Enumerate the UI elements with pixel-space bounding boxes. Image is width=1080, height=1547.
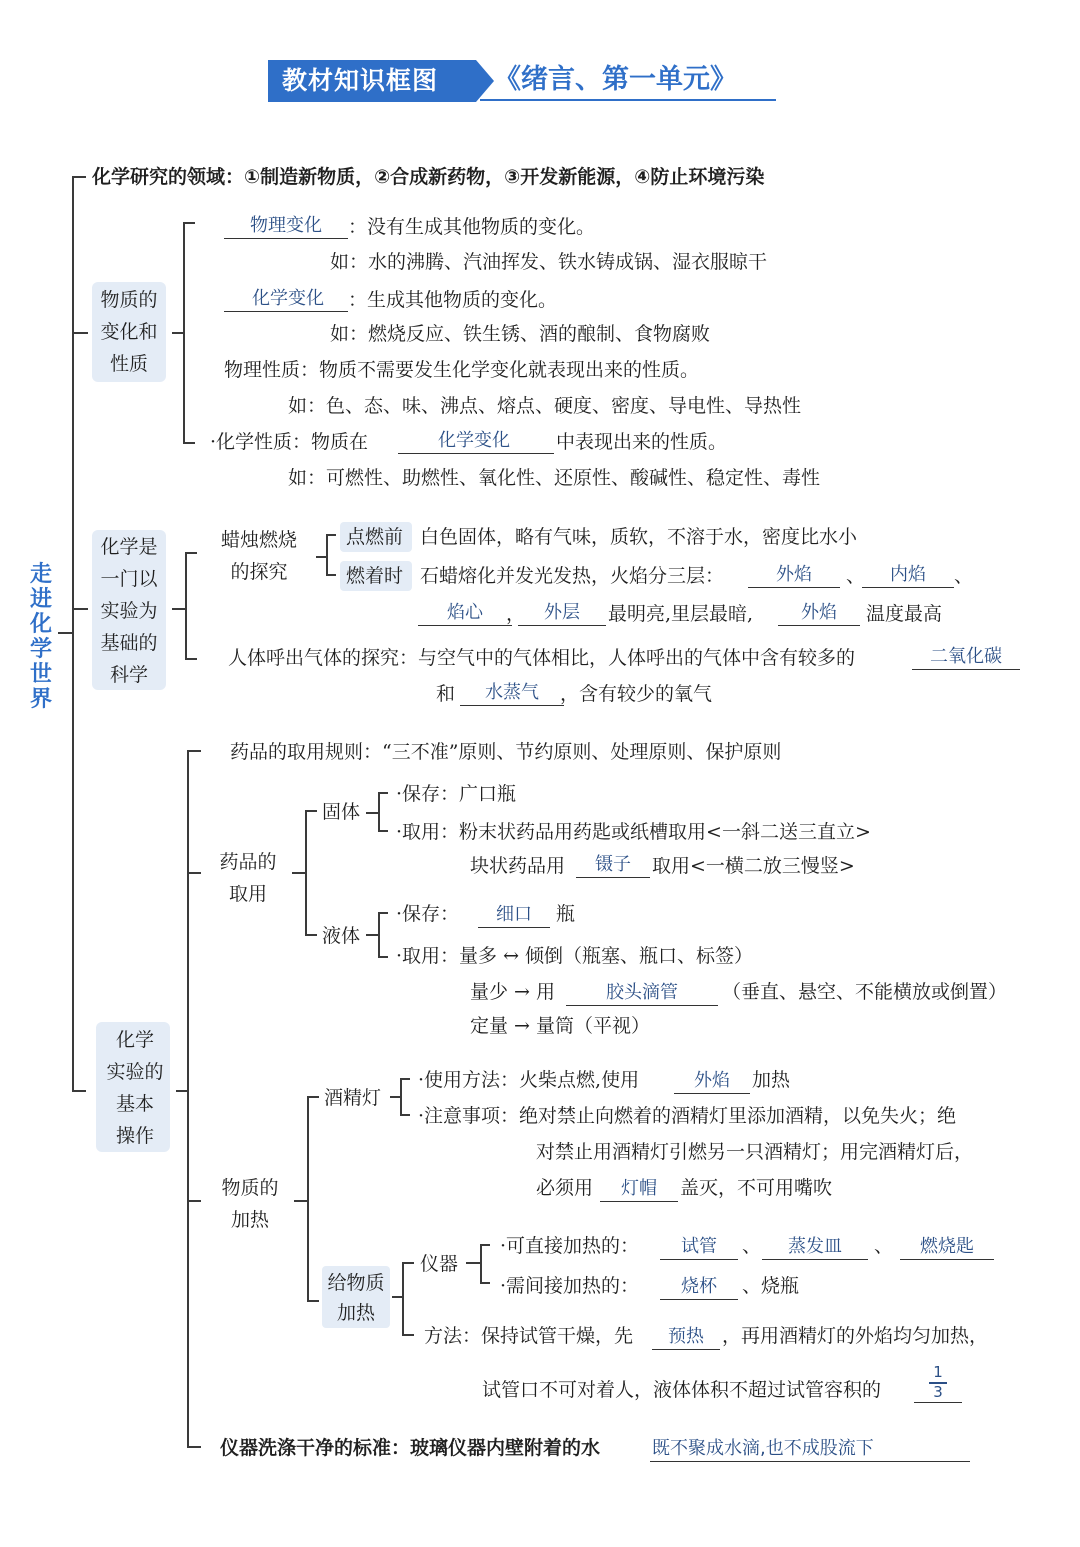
blank-narrow-mouth: 细口: [496, 904, 532, 925]
chemical-change-def: ：生成其他物质的变化。: [348, 289, 558, 311]
physical-property: 物理性质：物质不需要发生化学变化就表现出来的性质。: [224, 359, 700, 381]
bracket-1: [183, 222, 185, 444]
blank-chemical-property: 化学变化: [438, 430, 510, 451]
lamp-note-3-pre: 必须用: [536, 1177, 594, 1199]
blank-wash-standard: 既不聚成水滴,也不成股流下: [652, 1438, 874, 1459]
blank-preheat: 预热: [668, 1326, 704, 1347]
breath-text: 人体呼出气体的探究：与空气中的气体相比，人体呼出的气体中含有较多的: [228, 647, 856, 669]
blank-combustion-spoon: 燃烧匙: [920, 1236, 974, 1257]
lamp-note-2: 对禁止用酒精灯引燃另一只酒精灯；用完酒精灯后，: [536, 1141, 974, 1163]
lamp-use-post: 加热: [752, 1069, 791, 1091]
blank-co2: 二氧化碳: [930, 646, 1002, 667]
title-label: 教材知识框图: [282, 66, 439, 95]
method-post: ，再用酒精灯的外焰均匀加热，: [722, 1325, 989, 1347]
blank-test-tube: 试管: [681, 1236, 717, 1257]
small-amount-pre: 量少 → 用: [470, 981, 555, 1003]
before-ignite-text: 白色固体，略有气味，质软，不溶于水，密度比水小: [420, 526, 858, 548]
blank-tweezers: 镊子: [595, 854, 631, 875]
title-subtitle: 《绪言、第一单元》: [494, 64, 737, 95]
block-post: 取用<一横二放三慢竖>: [652, 855, 855, 877]
liquid-label: 液体: [322, 925, 361, 947]
chemical-property-post: 中表现出来的性质。: [556, 431, 728, 453]
small-amount-post: （垂直、悬空、不能横放或倒置）: [722, 981, 1008, 1003]
category-2: 化学是 一门以 实验为 基础的 科学: [100, 536, 158, 686]
blank-outer-layer: 外层: [544, 602, 580, 623]
root-title: 走 进 化 学 世 界: [29, 562, 52, 712]
solid-label: 固体: [322, 801, 361, 823]
direct-heat-pre: ·可直接加热的：: [500, 1235, 640, 1257]
title-underline: [480, 99, 776, 101]
blank-inner-flame: 内焰: [890, 564, 926, 585]
heat-label: 物质的 加热: [221, 1177, 279, 1231]
blank-water-vapor: 水蒸气: [485, 682, 539, 703]
solid-storage: ·保存：广口瓶: [396, 783, 517, 805]
method-pre: 方法：保持试管干燥，先: [424, 1325, 634, 1347]
root-bracket: [72, 176, 74, 1092]
solid-take: ·取用：粉末状药品用药匙或纸槽取用<一斜二送三直立>: [396, 821, 871, 843]
fraction-denominator: 3: [933, 1383, 943, 1401]
liquid-storage-post: 瓶: [556, 903, 576, 925]
measure-text: 定量 → 量筒（平视）: [470, 1015, 650, 1037]
hottest-text: 温度最高: [866, 603, 943, 625]
physical-change-def: ：没有生成其他物质的变化。: [348, 216, 596, 238]
blank-beaker: 烧杯: [681, 1276, 717, 1297]
blank-dropper: 胶头滴管: [606, 982, 678, 1003]
give-heat-label: 给物质 加热: [327, 1272, 385, 1324]
candle-label: 蜡烛燃烧 的探究: [220, 529, 297, 583]
chemical-property-eg: 如：可燃性、助燃性、氧化性、还原性、酸碱性、稳定性、毒性: [288, 467, 821, 489]
lamp-use-pre: ·使用方法：火柴点燃,使用: [418, 1069, 640, 1091]
blank-lamp-flame: 外焰: [694, 1070, 730, 1091]
breath-end: ，含有较少的氧气: [560, 683, 713, 705]
banner-arrow: [476, 60, 494, 102]
physical-property-eg: 如：色、态、味、沸点、熔点、硬度、密度、导电性、导热性: [288, 395, 802, 417]
instrument-label: 仪器: [420, 1253, 459, 1275]
fraction-numerator: 1: [933, 1363, 943, 1381]
blank-lamp-cap: 灯帽: [621, 1178, 657, 1199]
blank-evaporating-dish: 蒸发皿: [788, 1236, 842, 1257]
chemical-property-pre: ·化学性质：物质在: [210, 431, 369, 453]
liquid-storage-pre: ·保存：: [396, 903, 460, 925]
indirect-heat-post: 、烧瓶: [742, 1275, 800, 1297]
wash-pre: 仪器洗涤干净的标准：玻璃仪器内壁附着的水: [220, 1437, 601, 1459]
physical-change-eg: 如：水的沸腾、汽油挥发、铁水铸成锅、湿衣服晾干: [330, 251, 768, 273]
lamp-note-3-post: 盖灭，不可用嘴吹: [680, 1177, 833, 1199]
rules-text: 药品的取用规则：“三不准”原则、节约原则、处理原则、保护原则: [230, 741, 782, 763]
blank-chemical-change: 化学变化: [252, 288, 324, 309]
bracket-2: [185, 552, 187, 660]
during-burn-text: 石蜡熔化并发光发热，火焰分三层：: [420, 565, 725, 587]
blank-outer-flame: 外焰: [776, 564, 812, 585]
brightest-text: 最明亮,里层最暗,: [608, 603, 754, 625]
indirect-heat-pre: ·需间接加热的：: [500, 1275, 640, 1297]
lamp-label: 酒精灯: [324, 1087, 382, 1109]
during-burn-label: 燃着时: [346, 565, 404, 587]
category-1: 物质的 变化和 性质: [100, 289, 158, 375]
before-ignite-label: 点燃前: [346, 526, 404, 548]
bracket-3: [187, 750, 189, 1448]
blank-physical-change: 物理变化: [250, 215, 322, 236]
chemical-change-eg: 如：燃烧反应、铁生锈、酒的酿制、食物腐败: [330, 323, 711, 345]
method2-pre: 试管口不可对着人，液体体积不超过试管容积的: [482, 1379, 882, 1401]
blank-hottest: 外焰: [801, 602, 837, 623]
blank-flame-core: 焰心: [447, 602, 483, 623]
category-3: 化学 实验的 基本 操作: [106, 1029, 164, 1147]
lamp-note-1: ·注意事项：绝对禁止向燃着的酒精灯里添加酒精，以免失火；绝: [418, 1105, 957, 1127]
block-pre: 块状药品用: [470, 855, 566, 877]
take-label: 药品的 取用: [219, 851, 277, 905]
research-field: 化学研究的领域：①制造新物质，②合成新药物，③开发新能源，④防止环境污染: [92, 166, 765, 188]
liquid-take: ·取用：量多 ↔ 倾倒（瓶塞、瓶口、标签）: [396, 945, 754, 967]
